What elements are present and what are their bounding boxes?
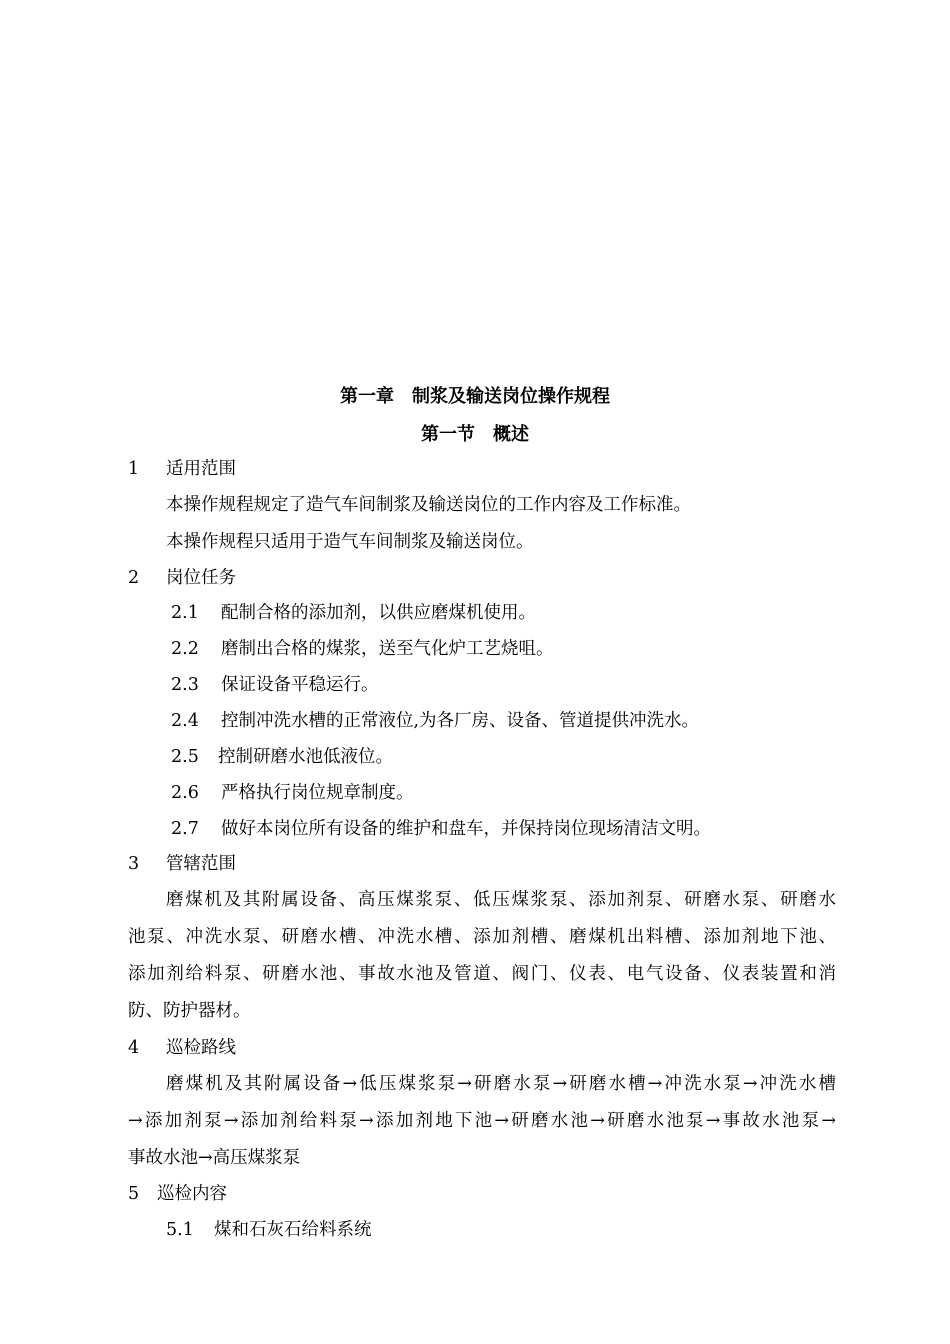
s3-heading [128,853,236,875]
chapter-title: 第一章 制浆及输送岗位操作规程 [340,386,610,407]
s3-line: 磨煤机及其附属设备、高压煤浆泵、低压煤浆泵、添加剂泵、研磨水泵、研磨水 [166,890,836,910]
s2-item-number: 2.3 [171,675,199,695]
s2-item-text: 控制冲洗水槽的正常液位,为各厂房、设备、管道提供冲洗水。 [221,711,700,731]
s2-item-number: 2.5 [171,747,199,767]
s2-item-text: 磨制出合格的煤浆，送至气化炉工艺烧咀。 [221,639,554,659]
s1-paragraph: 本操作规程只适用于造气车间制浆及输送岗位。 [166,532,534,552]
s4-line: 事故水池→高压煤浆泵 [128,1148,301,1168]
s3-line: 添加剂给料泵、研磨水池、事故水池及管道、阀门、仪表、电气设备、仪表装置和消 [128,964,836,984]
s2-item [171,602,536,624]
s2-number: 2 [128,568,140,588]
s2-item-text: 严格执行岗位规章制度。 [221,783,414,803]
s4-heading [128,1037,236,1059]
s2-item [171,746,393,768]
s4-number: 4 [128,1038,140,1058]
s5-heading [128,1183,227,1205]
s2-item [171,782,414,804]
s2-item [171,674,379,696]
s2-title: 岗位任务 [166,568,236,588]
section-title: 第一节 概述 [421,424,529,445]
s2-item-number: 2.6 [171,783,199,803]
s3-line: 池泵、冲洗水泵、研磨水槽、冲洗水槽、添加剂槽、磨煤机出料槽、添加剂地下池、 [128,927,836,947]
s1-paragraph: 本操作规程规定了造气车间制浆及输送岗位的工作内容及工作标准。 [166,495,691,515]
s3-line: 防、防护器材。 [128,1001,251,1021]
s2-item [171,638,554,660]
s2-item-number: 2.4 [171,711,199,731]
s4-line: 磨煤机及其附属设备→低压煤浆泵→研磨水泵→研磨水槽→冲洗水泵→冲洗水槽 [166,1074,836,1094]
s3-title: 管辖范围 [166,854,236,874]
s2-item-text: 做好本岗位所有设备的维护和盘车，并保持岗位现场清洁文明。 [221,819,711,839]
s1-number: 1 [128,459,140,479]
s5-item-number: 5.1 [166,1220,194,1240]
s2-item [171,818,711,840]
s2-heading [128,567,236,589]
s1-heading [128,458,236,480]
s2-item-text: 配制合格的添加剂，以供应磨煤机使用。 [221,603,536,623]
s4-title: 巡检路线 [166,1038,236,1058]
s2-item-number: 2.2 [171,639,199,659]
s2-item-number: 2.7 [171,819,199,839]
s3-number: 3 [128,854,140,874]
s1-title: 适用范围 [166,459,236,479]
s5-item [166,1219,372,1241]
s5-item-text: 煤和石灰石给料系统 [214,1220,372,1240]
s5-title: 巡检内容 [157,1184,227,1204]
s2-item-number: 2.1 [171,603,199,623]
s4-line: →添加剂泵→添加剂给料泵→添加剂地下池→研磨水池→研磨水池泵→事故水池泵→ [128,1111,836,1131]
s2-item-text: 控制研磨水池低液位。 [218,747,393,767]
s2-item [171,710,699,732]
s2-item-text: 保证设备平稳运行。 [221,675,379,695]
s5-number: 5 [128,1184,140,1204]
